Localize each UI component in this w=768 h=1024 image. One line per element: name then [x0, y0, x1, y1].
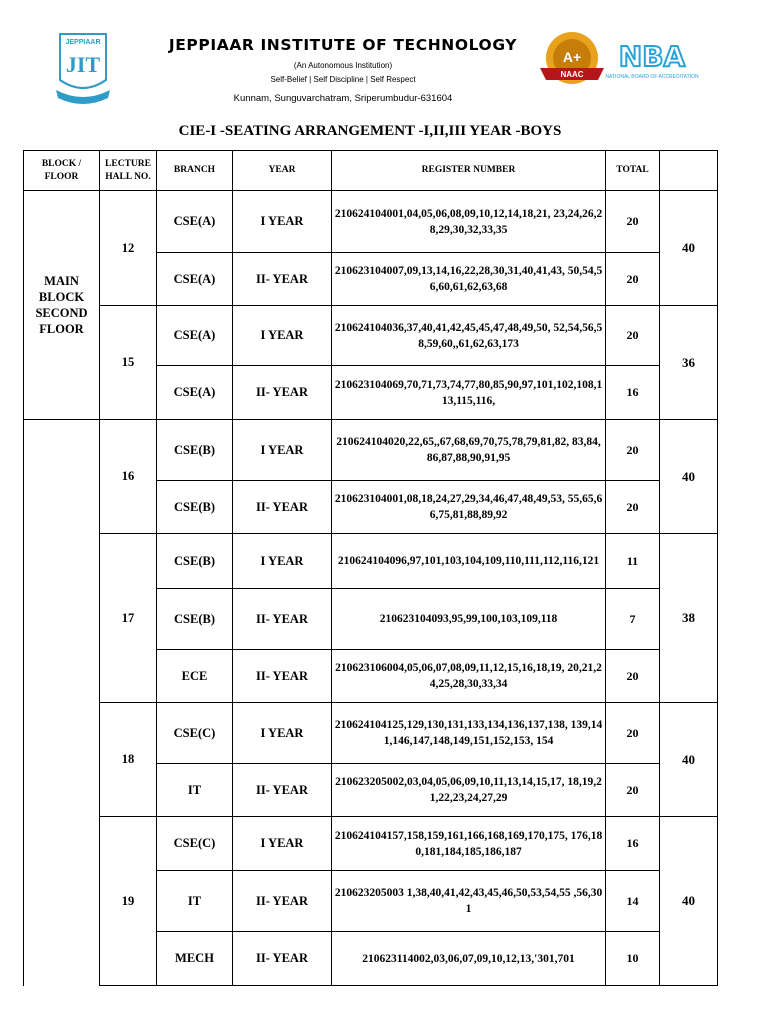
register-cell: 210623205002,03,04,05,06,09,10,11,13,14,15,17, 18,19,21,22,23,24,27,29: [332, 764, 606, 817]
branch-cell: MECH: [157, 932, 233, 986]
seating-table: [23, 150, 718, 986]
hall-total-cell: 40: [660, 703, 718, 817]
total-cell: 20: [606, 764, 660, 817]
year-cell: I YEAR: [233, 191, 332, 253]
hall-total-cell: 40: [660, 817, 718, 986]
year-cell: II- YEAR: [233, 589, 332, 650]
hall-total-cell: 40: [660, 420, 718, 534]
year-cell: I YEAR: [233, 420, 332, 481]
register-cell: 210623104001,08,18,24,27,29,34,46,47,48,49,53, 55,65,66,75,81,88,89,92: [332, 481, 606, 534]
table-row: [24, 534, 718, 589]
header-hall: LECTURE HALL NO.: [100, 151, 157, 191]
year-cell: II- YEAR: [233, 366, 332, 420]
register-cell: 210623106004,05,06,07,08,09,11,12,15,16,18,19, 20,21,24,25,28,30,33,34: [332, 650, 606, 703]
branch-cell: CSE(B): [157, 420, 233, 481]
table-row: [24, 306, 718, 366]
total-cell: 16: [606, 366, 660, 420]
year-cell: II- YEAR: [233, 764, 332, 817]
branch-cell: CSE(A): [157, 366, 233, 420]
institute-name: JEPPIAAR INSTITUTE OF TECHNOLOGY: [168, 36, 518, 54]
naac-grade-text: A+: [562, 49, 582, 65]
register-cell: 210623104093,95,99,100,103,109,118: [332, 589, 606, 650]
year-cell: I YEAR: [233, 817, 332, 871]
logo-initials-text: JIT: [65, 52, 101, 77]
branch-cell: IT: [157, 764, 233, 817]
branch-cell: CSE(B): [157, 481, 233, 534]
institute-motto: Self-Belief | Self Discipline | Self Respect: [270, 75, 416, 84]
total-cell: 20: [606, 420, 660, 481]
register-cell: 210623205003 1,38,40,41,42,43,45,46,50,53,54,55 ,56,301: [332, 871, 606, 932]
naac-logo: [534, 30, 610, 92]
table-row: [24, 817, 718, 871]
document-header: [0, 0, 768, 118]
total-cell: 20: [606, 703, 660, 764]
nba-logo: [605, 36, 699, 92]
register-cell: 210624104096,97,101,103,104,109,110,111,112,116,121: [332, 534, 606, 589]
logo-name-text: JEPPIAAR: [65, 39, 101, 46]
year-cell: II- YEAR: [233, 253, 332, 306]
header-total: TOTAL: [606, 151, 660, 191]
header-grand-total: [660, 151, 718, 191]
register-cell: 210623104007,09,13,14,16,22,28,30,31,40,41,43, 50,54,56,60,61,62,63,68: [332, 253, 606, 306]
branch-cell: CSE(B): [157, 589, 233, 650]
total-cell: 14: [606, 871, 660, 932]
year-cell: I YEAR: [233, 703, 332, 764]
hall-number: 18: [100, 703, 157, 817]
year-cell: I YEAR: [233, 534, 332, 589]
jeppiaar-logo: [52, 30, 114, 106]
table-row: [24, 703, 718, 764]
total-cell: 20: [606, 481, 660, 534]
table-row: [24, 420, 718, 481]
block-floor-cell: MAIN BLOCK SECOND FLOOR: [24, 191, 100, 420]
hall-total-cell: 40: [660, 191, 718, 306]
hall-number: 19: [100, 817, 157, 986]
total-cell: 11: [606, 534, 660, 589]
branch-cell: CSE(C): [157, 817, 233, 871]
nba-label-text: NBA: [618, 40, 686, 73]
institute-subtitle: (An Autonomous Institution): [293, 61, 393, 70]
register-cell: 210624104036,37,40,41,42,45,45,47,48,49,50, 52,54,56,58,59,60,,61,62,63,173: [332, 306, 606, 366]
branch-cell: CSE(B): [157, 534, 233, 589]
total-cell: 20: [606, 306, 660, 366]
document-title: CIE-I -SEATING ARRANGEMENT -I,II,III YEAR -BOYS: [178, 123, 562, 139]
header-block: BLOCK / FLOOR: [24, 151, 100, 191]
year-cell: I YEAR: [233, 306, 332, 366]
nba-sub-text: NATIONAL BOARD OF ACCREDITATION: [605, 74, 699, 80]
year-cell: II- YEAR: [233, 650, 332, 703]
register-cell: 210624104125,129,130,131,133,134,136,137,138, 139,141,146,147,148,149,151,152,153, 154: [332, 703, 606, 764]
register-cell: 210624104001,04,05,06,08,09,10,12,14,18,21, 23,24,26,28,29,30,32,33,35: [332, 191, 606, 253]
total-cell: 20: [606, 253, 660, 306]
year-cell: II- YEAR: [233, 932, 332, 986]
header-year: YEAR: [233, 151, 332, 191]
hall-number: 15: [100, 306, 157, 420]
naac-label-text: NAAC: [560, 70, 584, 79]
hall-number: 17: [100, 534, 157, 703]
hall-number: 12: [100, 191, 157, 306]
hall-number: 16: [100, 420, 157, 534]
institute-address: Kunnam, Sunguvarchatram, Sriperumbudur-631604: [233, 93, 453, 104]
register-cell: 210624104157,158,159,161,166,168,169,170,175, 176,180,181,184,185,186,187: [332, 817, 606, 871]
hall-total-cell: 36: [660, 306, 718, 420]
header-branch: BRANCH: [157, 151, 233, 191]
total-cell: 10: [606, 932, 660, 986]
year-cell: II- YEAR: [233, 871, 332, 932]
hall-total-cell: 38: [660, 534, 718, 703]
total-cell: 16: [606, 817, 660, 871]
year-cell: II- YEAR: [233, 481, 332, 534]
branch-cell: CSE(A): [157, 253, 233, 306]
block-floor-cell-empty: [24, 420, 100, 986]
table-row: [24, 191, 718, 253]
total-cell: 20: [606, 650, 660, 703]
total-cell: 7: [606, 589, 660, 650]
register-cell: 210623114002,03,06,07,09,10,12,13,'301,701: [332, 932, 606, 986]
branch-cell: CSE(A): [157, 306, 233, 366]
register-cell: 210623104069,70,71,73,74,77,80,85,90,97,101,102,108,113,115,116,: [332, 366, 606, 420]
branch-cell: ECE: [157, 650, 233, 703]
total-cell: 20: [606, 191, 660, 253]
table-header-row: [24, 151, 718, 191]
branch-cell: IT: [157, 871, 233, 932]
header-register: REGISTER NUMBER: [332, 151, 606, 191]
branch-cell: CSE(A): [157, 191, 233, 253]
branch-cell: CSE(C): [157, 703, 233, 764]
register-cell: 210624104020,22,65,,67,68,69,70,75,78,79,81,82, 83,84,86,87,88,90,91,95: [332, 420, 606, 481]
